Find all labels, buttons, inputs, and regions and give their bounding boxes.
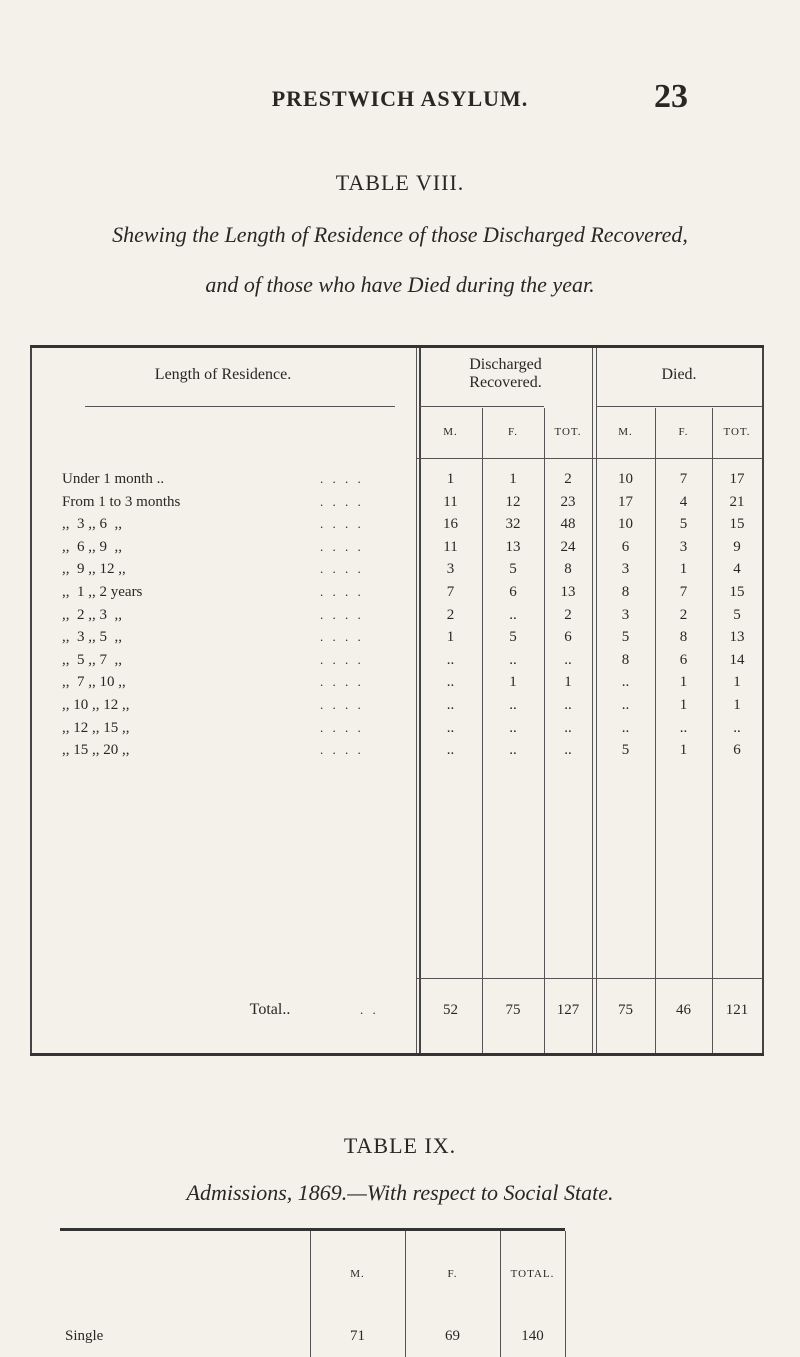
table8-cell-f2: 7 <box>679 584 688 600</box>
table8-row-leader: . . . . <box>320 561 364 577</box>
table8-cell-f2: 1 <box>679 742 688 759</box>
table8-cell-m2: 10 <box>618 516 633 533</box>
table8-cell-tot1: 8 <box>564 561 572 578</box>
table8-cell-m1: .. <box>446 674 455 691</box>
table8-row-label: ,, 1 ,, 2 years <box>62 584 143 600</box>
table8-subheader-f1: F. <box>508 426 518 438</box>
table9-cell: 71 <box>350 1328 365 1344</box>
table8-cell-f1: 6 <box>509 584 517 600</box>
table9-title: TABLE IX. <box>343 1133 457 1158</box>
table8-rule-header-died <box>596 406 762 407</box>
table8-total-m1: 52 <box>443 1002 458 1018</box>
table8-cell-m2: 5 <box>621 629 630 646</box>
table8-cell-m2: 17 <box>618 493 633 510</box>
table8-row-leader: . . . . <box>320 697 364 712</box>
table8-cell-f2: 6 <box>679 651 688 668</box>
table8-border-left <box>30 348 32 1053</box>
table8-cell-m2: 8 <box>621 651 630 668</box>
table8-cell-f1: 1 <box>509 471 517 487</box>
table8-total-leader: . . <box>360 1002 379 1017</box>
table8-cell-f2: .. <box>679 719 688 736</box>
table8-cell-tot2: 6 <box>733 742 741 759</box>
table8-cell-m1: 11 <box>443 538 458 555</box>
table8-cell-tot1: 23 <box>560 493 576 510</box>
table8-row-label: ,, 12 ,, 15 ,, <box>62 719 130 736</box>
table9-divider <box>565 1231 566 1357</box>
table8-cell-m1: 16 <box>443 516 458 533</box>
table8-cell-f2: 8 <box>679 629 688 646</box>
table8-row-label: ,, 9 ,, 12 ,, <box>62 561 126 578</box>
table8-subtitle-line2: and of those who have Died during the year. <box>205 272 595 297</box>
table8-header-length: Length of Residence. <box>154 366 292 383</box>
table8-cell-m1: 1 <box>446 471 455 487</box>
table8-cell-tot1: 13 <box>560 584 576 600</box>
table8-cell-m2: 8 <box>621 584 630 600</box>
table8-cell-m2: .. <box>621 674 630 691</box>
table8-cell-f1: 32 <box>505 516 521 533</box>
table8-cell-f1: 1 <box>509 674 517 691</box>
table9-subtitle: Admissions, 1869.—With respect to Social State. <box>186 1180 614 1205</box>
table8-subtitle-line1: Shewing the Length of Residence of those Discharged Recovered, <box>112 222 688 247</box>
table8-cell-m2: .. <box>621 719 630 736</box>
table8-cell-f2: 7 <box>679 471 688 487</box>
table8-cell-tot1: .. <box>564 742 572 759</box>
table8-cell-tot2: 17 <box>729 471 745 487</box>
table8-cell-f2: 4 <box>679 493 688 510</box>
table8-cell-tot2: 4 <box>733 561 741 578</box>
table8-row-leader: . . . . <box>320 584 364 599</box>
table8-row-leader: . . . . <box>320 742 364 758</box>
table8-cell-f2: 1 <box>679 697 688 713</box>
table8-row-leader: . . . . <box>320 538 364 554</box>
table8-cell-f1: .. <box>509 606 517 623</box>
table8-header-discharged-line1: Discharged <box>469 356 542 373</box>
table9-cell: 69 <box>445 1328 460 1344</box>
table8-total-tot2: 121 <box>725 1002 749 1018</box>
table8-rule-header-discharged <box>419 406 544 407</box>
table8-row-leader: . . . . <box>320 471 364 486</box>
table8-row-label: ,, 3 ,, 6 ,, <box>62 516 122 533</box>
table8-divider-length <box>416 348 417 1053</box>
table9-row-label: Single <box>65 1328 104 1344</box>
table8-cell-tot2: 1 <box>733 697 741 713</box>
table8-rule-total <box>416 978 762 979</box>
table8-total-f1: 75 <box>505 1002 521 1018</box>
table8-subheader-m1: M. <box>443 426 458 438</box>
table8-title: TABLE VIII. <box>335 170 465 195</box>
table8-cell-f1: .. <box>509 742 517 759</box>
table8-row-leader: . . . . <box>320 493 364 509</box>
table8-cell-tot2: 1 <box>733 674 741 691</box>
table8-cell-m1: .. <box>446 719 455 736</box>
table8-cell-f1: .. <box>509 651 517 668</box>
table8-border-right <box>762 348 764 1053</box>
table8-cell-tot2: 15 <box>729 516 745 533</box>
table8-row-label: ,, 15 ,, 20 ,, <box>62 742 130 759</box>
table8-cell-f1: 13 <box>505 538 521 555</box>
table8-cell-m2: 10 <box>618 471 633 487</box>
table8-cell-tot1: .. <box>564 719 572 736</box>
table8-total-label: Total.. <box>249 1001 291 1018</box>
table8-row-label: From 1 to 3 months <box>62 493 181 510</box>
table8-cell-tot1: 24 <box>560 538 576 555</box>
table8-cell-f2: 5 <box>679 516 688 533</box>
table8-cell-m1: 2 <box>446 606 455 623</box>
table8-cell-f2: 1 <box>679 674 688 691</box>
table9-header-f: F. <box>447 1268 458 1280</box>
table8 <box>30 345 764 1056</box>
table8-row-leader: . . . . <box>320 516 364 532</box>
table8-row-label: ,, 3 ,, 5 ,, <box>62 629 122 646</box>
table8-cell-tot2: 13 <box>729 629 745 646</box>
table8-total-f2: 46 <box>676 1002 691 1018</box>
table8-cell-tot1: .. <box>564 651 572 668</box>
table8-cell-tot1: .. <box>564 697 572 713</box>
table8-row-label: ,, 5 ,, 7 ,, <box>62 651 122 668</box>
table8-cell-tot1: 6 <box>564 629 572 646</box>
table8-cell-tot2: 15 <box>729 584 745 600</box>
running-head <box>0 78 800 118</box>
table8-cell-m2: 3 <box>621 606 630 623</box>
table8-total-tot1: 127 <box>556 1002 580 1018</box>
table9 <box>60 1228 565 1351</box>
table8-cell-tot2: .. <box>733 719 741 736</box>
table8-cell-m1: 3 <box>446 561 455 578</box>
table8-row-label: ,, 7 ,, 10 ,, <box>62 674 126 691</box>
table8-cell-m2: 5 <box>621 742 630 759</box>
running-head-title: PRESTWICH ASYLUM. <box>271 86 529 111</box>
table8-cell-f2: 3 <box>679 538 688 555</box>
table8-cell-f1: 5 <box>509 561 517 578</box>
table8-subheader-tot1: TOT. <box>554 426 582 438</box>
table9-header-total: TOTAL. <box>510 1268 555 1280</box>
table8-cell-m2: .. <box>621 697 630 713</box>
table8-cell-tot1: 2 <box>564 471 572 487</box>
table8-cell-f2: 1 <box>679 561 688 578</box>
table8-row-label: ,, 2 ,, 3 ,, <box>62 606 122 623</box>
table8-cell-m1: 1 <box>446 629 455 646</box>
table8-header-discharged-line2: Recovered. <box>469 374 542 391</box>
page-number: 23 <box>654 78 688 115</box>
table8-row-leader: . . . . <box>320 674 364 690</box>
table8-cell-tot2: 21 <box>729 493 745 510</box>
table8-divider-died <box>592 348 593 1053</box>
table8-row-label: Under 1 month .. <box>62 471 165 487</box>
table8-subheader-m2: M. <box>618 426 633 438</box>
table8-total-m2: 75 <box>618 1002 633 1018</box>
table9-header-m: M. <box>350 1268 365 1280</box>
table8-cell-f1: 5 <box>509 629 517 646</box>
table8-cell-f1: 12 <box>505 493 521 510</box>
table8-cell-tot1: 2 <box>564 606 572 623</box>
table8-cell-m1: .. <box>446 651 455 668</box>
table8-cell-m1: 7 <box>446 584 455 600</box>
table8-cell-f2: 2 <box>679 606 688 623</box>
table8-rule-header-left <box>85 406 395 407</box>
table8-cell-m1: .. <box>446 697 455 713</box>
table8-cell-f1: .. <box>509 697 517 713</box>
table8-cell-m2: 6 <box>621 538 630 555</box>
table8-cell-tot2: 14 <box>729 651 745 668</box>
table8-cell-tot2: 9 <box>733 538 741 555</box>
table8-row-leader: . . . . <box>320 651 364 667</box>
table8-row-leader: . . . . <box>320 629 364 645</box>
table8-subheader-tot2: TOT. <box>723 426 751 438</box>
table8-cell-tot1: 1 <box>564 674 572 691</box>
table9-cell: 140 <box>521 1328 544 1344</box>
table8-subheader-f2: F. <box>678 426 689 438</box>
table8-row-label: ,, 10 ,, 12 ,, <box>62 697 130 713</box>
table8-row-leader: . . . . <box>320 719 364 735</box>
table8-cell-f1: .. <box>509 719 517 736</box>
table8-row-leader: . . . . <box>320 606 364 622</box>
table8-cell-m1: .. <box>446 742 455 759</box>
table8-row-label: ,, 6 ,, 9 ,, <box>62 538 122 555</box>
table8-cell-tot1: 48 <box>560 516 576 533</box>
table8-rule-subheader <box>416 458 762 459</box>
table8-header-died: Died. <box>661 366 697 383</box>
table8-cell-m1: 11 <box>443 493 458 510</box>
table8-cell-tot2: 5 <box>733 606 741 623</box>
table8-cell-m2: 3 <box>621 561 630 578</box>
